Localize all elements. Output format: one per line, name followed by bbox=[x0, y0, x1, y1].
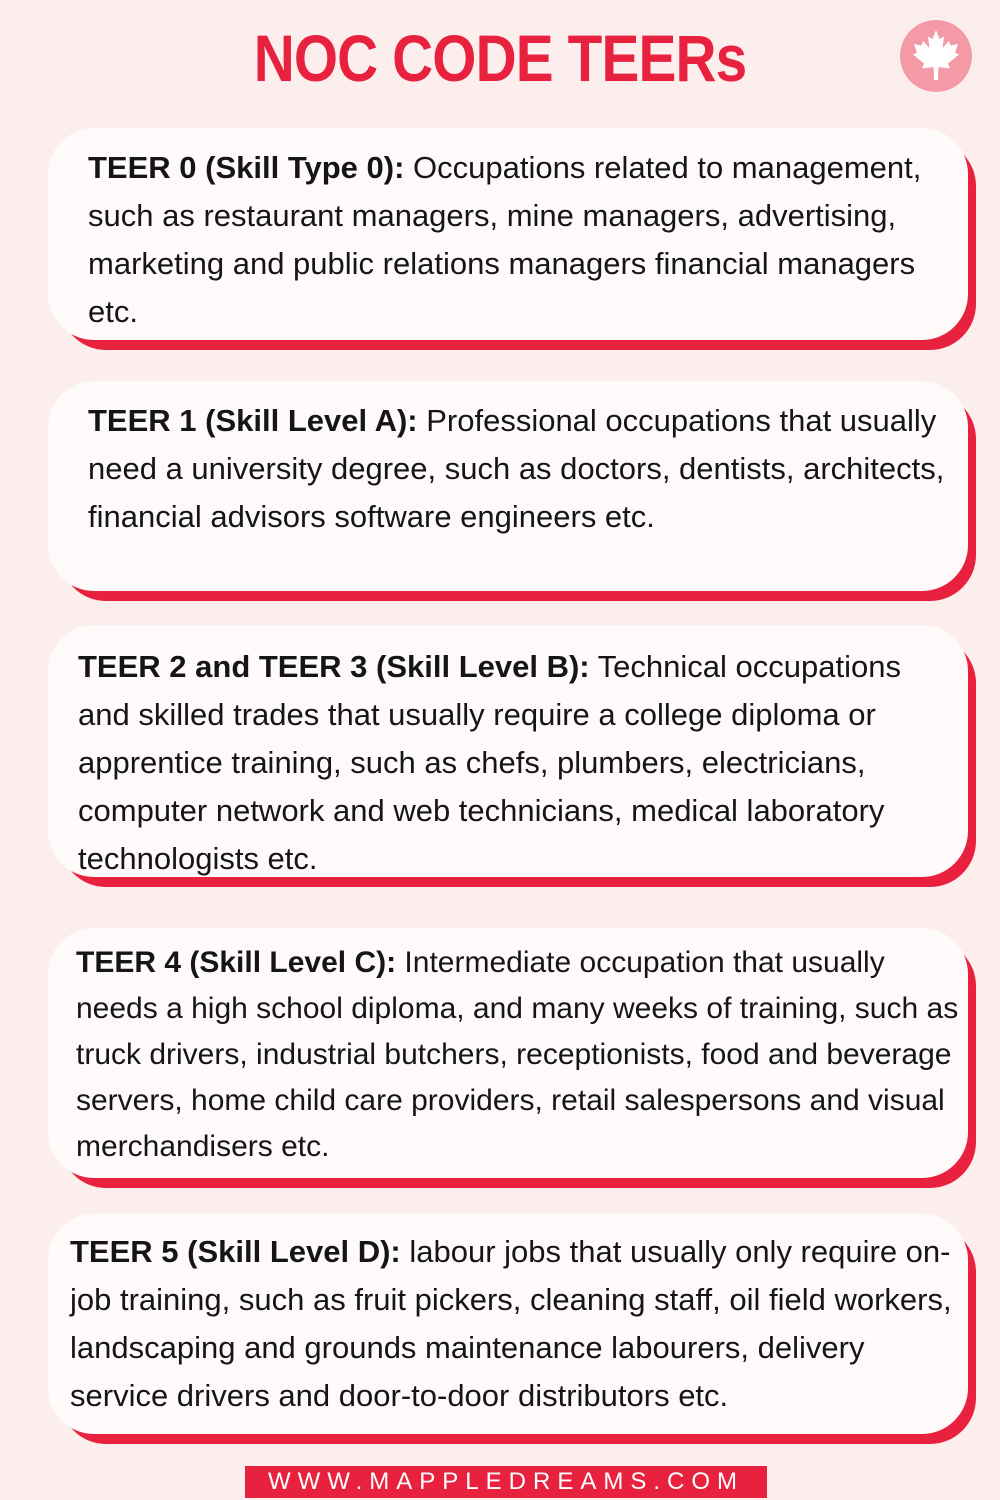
teer-description: Technical occupations and skilled trades that usually require a college diploma or apprentice training, such as chefs, plumbers, electricians, computer network and web technicians, medical laboratory technologists etc. bbox=[78, 649, 901, 876]
maple-leaf-icon bbox=[900, 20, 972, 92]
teer-heading: TEER 1 (Skill Level A): bbox=[88, 403, 418, 438]
teer-description: labour jobs that usually only require on-job training, such as fruit pickers, cleaning staff, oil field workers, landscaping and grounds maintenance labourers, delivery service drivers and door-to-door distributors etc. bbox=[70, 1234, 952, 1413]
website-url[interactable]: WWW.MAPPLEDREAMS.COM bbox=[245, 1466, 767, 1498]
teer-description: Intermediate occupation that usually needs a high school diploma, and many weeks of training, such as truck drivers, industrial butchers, receptionists, food and beverage servers, home child care providers, retail salespersons and visual merchandisers etc. bbox=[76, 946, 959, 1163]
teer-card bbox=[48, 625, 968, 877]
page-title: NOC CODE TEERs bbox=[253, 21, 747, 95]
teer-card bbox=[48, 128, 968, 340]
teer-description: Occupations related to management, such as restaurant managers, mine managers, advertising, marketing and public relations managers financial managers etc. bbox=[88, 150, 922, 329]
teer-description: Professional occupations that usually need a university degree, such as doctors, dentists, architects, financial advisors software engineers etc. bbox=[88, 403, 945, 534]
teer-card bbox=[48, 381, 968, 591]
teer-heading: TEER 5 (Skill Level D): bbox=[70, 1234, 401, 1269]
teer-heading: TEER 0 (Skill Type 0): bbox=[88, 150, 405, 185]
teer-heading: TEER 2 and TEER 3 (Skill Level B): bbox=[78, 649, 590, 684]
teer-heading: TEER 4 (Skill Level C): bbox=[76, 946, 397, 979]
logo bbox=[900, 20, 972, 92]
teer-card bbox=[48, 1214, 968, 1434]
teer-card bbox=[48, 928, 968, 1178]
